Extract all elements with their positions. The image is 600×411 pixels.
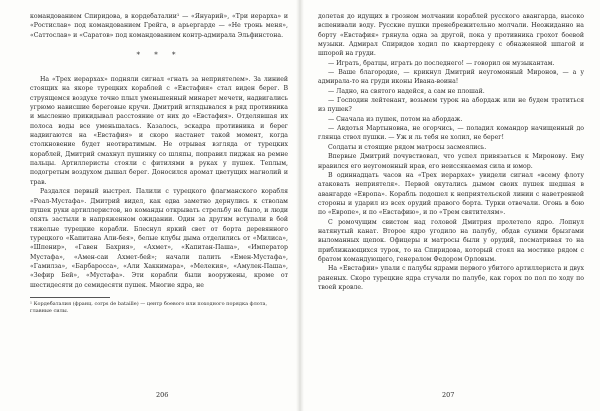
left-paragraph-1: На «Трех иерархах» подняли сигнал «гнать за неприятелем». За линией стоящих на якоре турецких кораблей с «Евстафия» стал виден берег. В струящемся воздухе точно плыл уменьшенный минарет мечети, надвигались угрюмо нависшие береговые кручи. Дмитрий вглядывался в ряд противника и мысленно прикидывал расстояние от них до «Евстафия». Отделявшая их полоса воды все уменьшалась. Казалось, эскадра противника и берег надвигаются на «Евстафия» и скоро настанет такой момент, когда столкновение будет неотвратимым. Не отрывая взгляда от турецких кораблей, Дмитрий смахнул пушинку со шляпы, поправил пиджак на ремне пальцы. Артиллеристы стояли с фитилями в руках у пушек. Теплым, подогретым воздухом дышал берег. Доносился аромат цветущих магнолий и трав. bbox=[30, 76, 288, 186]
right-paragraph-9: Впервые Дмитрий почувствовал, что успел привязаться к Миронову. Ему нравился его неугомонный нрав, его неиссякаемая сила и юмор. bbox=[318, 153, 584, 170]
footnote bbox=[30, 301, 288, 315]
footnote-text: Кордебаталия (франц. corps de bataille) — центр боевого или походного порядка флота, главные силы. bbox=[30, 300, 268, 314]
right-paragraph-2: — Играть, братцы, играть до последнего! — говорил он музыкантам. bbox=[328, 59, 555, 67]
right-paragraph-7: — Авдотья Мартыновна, не огорчись, — поладил командор начищенный до глянца ствол пушки. — Уж и ль тебя не холил, не берег! bbox=[318, 125, 584, 142]
right-paragraph-10: В одиннадцать часов на «Трех иерархах» увидели сигнал «всему флоту атаковать неприятеля». Первой окутались дымом своих пушек шедшая в авангарде «Европа». Корабль подошел к неприятельской линии с наветренной стороны и ударил из всех орудий правого борта. Турки отвечали. Огонь в бою по «Европе», и по «Евстафию», и по «Трем святителям». bbox=[318, 171, 584, 217]
right-paragraph-4: — Ладно, на святого надейся, а сам не плошай. bbox=[328, 87, 485, 95]
right-paragraph-6: — Сначала из пушек, потом на абордаж. bbox=[328, 115, 463, 123]
right-paragraph-5: — Господин лейтенант, возьмем турок на абордаж или не будем тратиться из пушек? bbox=[318, 97, 584, 114]
right-paragraph-11: С ромочущим свистом над головой Дмитрия пролетело ядро. Лопнул натянутый канат. Второе ядро угодило на палубу, обдав сухими брызгами выломанных щепок. Офицеры и матросы были у орудий, посматривая то на приближающихся турок, то на Спиридова, который стоял на мостике рядом с братом командующего, генералом Федором Орловым. bbox=[318, 218, 584, 263]
right-paragraph-8: Солдаты и стоящие рядом матросы засмеялись. bbox=[328, 143, 487, 151]
right-page bbox=[300, 0, 600, 411]
footnote-mark: ¹ bbox=[30, 300, 33, 307]
right-paragraph-1: долетая до идущих в грозном молчании кораблей русского авангарда, высоко вспенивали воду. Русские пушки пренебрежительно молчали. Неожиданно на борту «Евстафия» грянула одна за другой, пока у противника грохот боевой музыки. Адмирал Спиридов ходил по квартердеку с обнаженной шпагой и шпорой на груди. bbox=[318, 13, 584, 58]
footnote-rule bbox=[30, 297, 110, 298]
right-paragraph-12: На «Евстафии» упали с палубы ядрами первого убитого артиллериста и двух раненых. Скоро турецкие ядра стучали по палубе, как горох по пол по ходу по твоей кровле. bbox=[318, 265, 584, 291]
left-page-number: 206 bbox=[156, 391, 169, 399]
left-paragraph-2: Раздался первый выстрел. Палили с турецкого флагманского корабля «Реал-Мустафа». Дмитрий видел, как едва заметно дернулись к стволам пушек руки артиллеристов, но команды открывать стрельбу не было, и люди опять застыли в напряженном ожидании. Один за другим вступали в бой тяжелые турецкие корабли. Блеснул яркий свет от борта деревянного турецкого «Капитана Али-бея», белые клубы дыма отделились от «Милиса», «Шпенир», «Гавен Бахрия», «Ахмет», «Капитан-Паша», «Император Мустафа», «Амен-саи Ахмет-бей»; начали палить «Емен-Мустафа», «Гамилза», «Барбаросса», «Али Хаккимара», «Мелекия», «Амулек-Паша», «Зефир Бей», «Мустафа». Эти корабли были вооружены, кроме от шестидесяти до семидесяти пушек. Многие ядра, не bbox=[30, 188, 288, 289]
left-top-paragraph: командованием Спиридова, в кордебаталии¹ — «Януарий», «Три иерарха» и «Ростислав» под командованием Грейга, в арьергарде — «Не тронь меня», «Саттослав» и «Саратов» под командованием контр-адмирала Эльфинстона. bbox=[30, 13, 288, 39]
section-separator: * * * bbox=[136, 51, 182, 60]
right-page-number: 207 bbox=[442, 391, 455, 399]
right-paragraph-3: — Ваше благородие, — крикнул Дмитрий неугомонный Миронов, — а у адмирала-то на груди иконы Ивана-воина! bbox=[318, 69, 584, 86]
